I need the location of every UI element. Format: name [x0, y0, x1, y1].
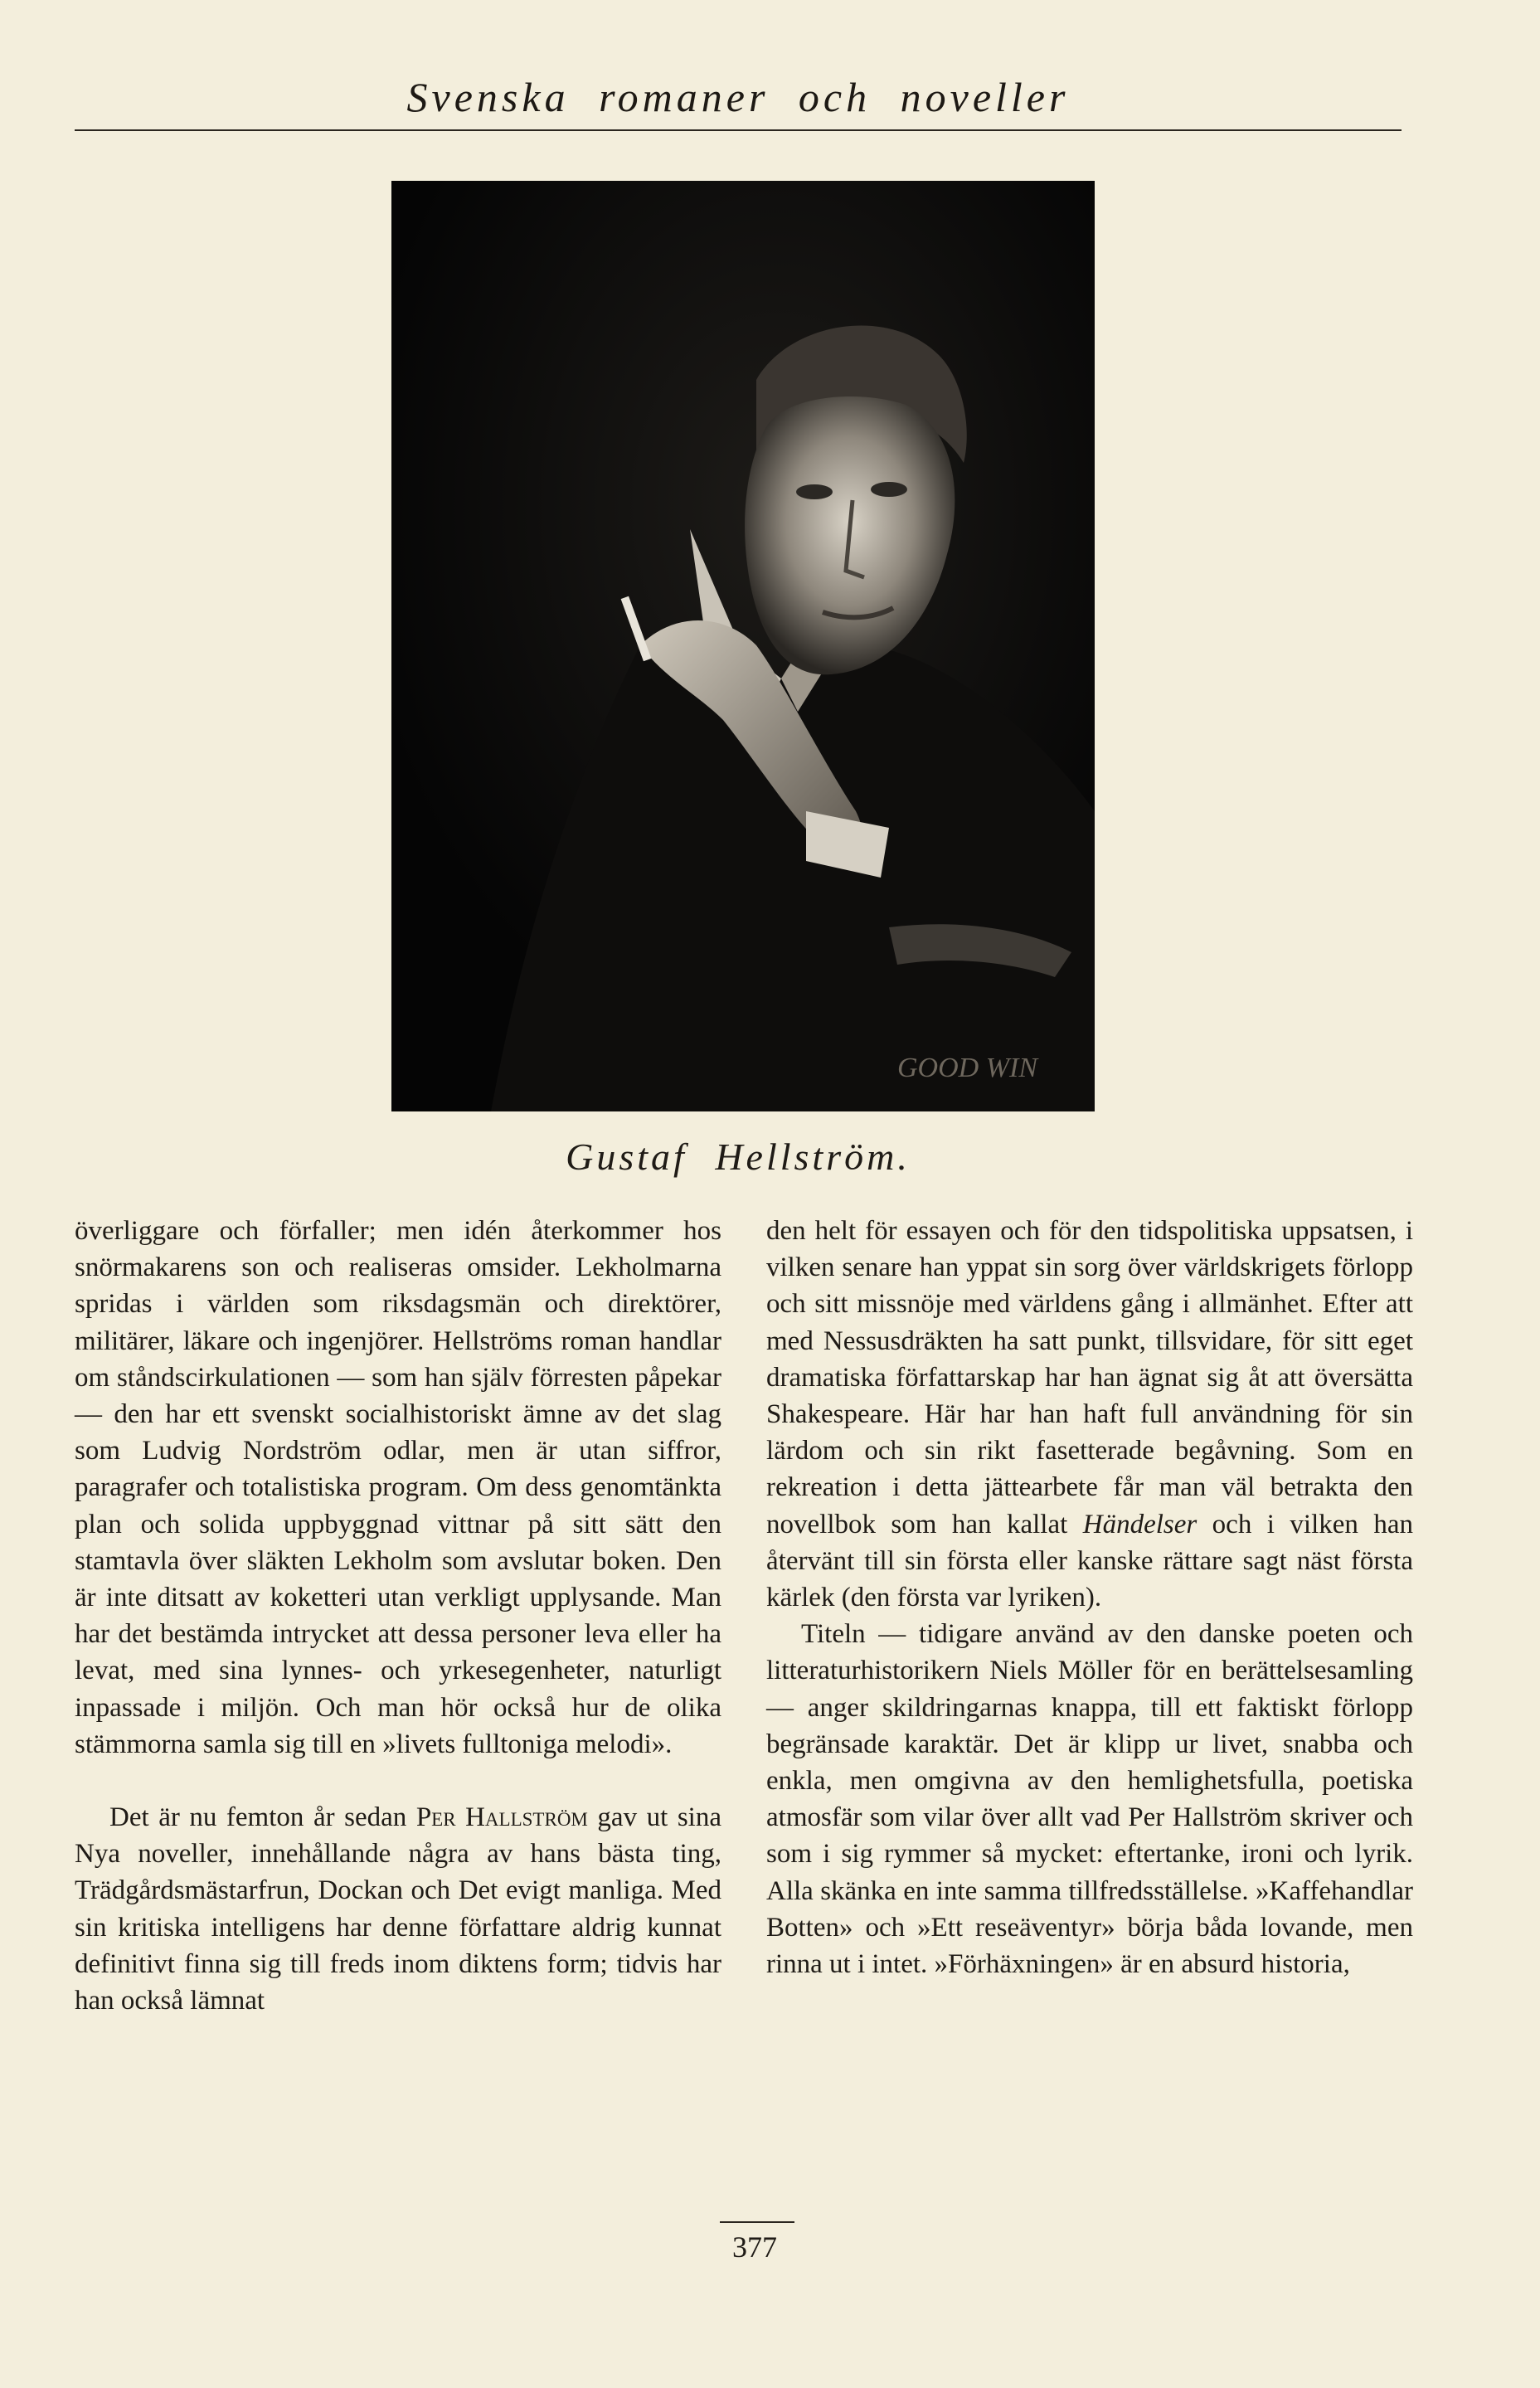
- author-portrait-photo: [391, 181, 1095, 1111]
- right-paragraph-1: [766, 1213, 1413, 1616]
- left-paragraph-2-start: Det är nu femton år sedan: [109, 1802, 416, 1833]
- running-title: Svenska romaner och noveller: [406, 74, 1070, 120]
- page-number-rule: [720, 2221, 794, 2223]
- right-paragraph-2: Titeln — tidigare använd av den danske poeten och litteraturhistorikern Niels Möller för en berättelsesamling — anger skildringarnas knappa, till ett faktiskt förlopp begränsade karaktär. Det är klipp ur livet, snabba och enkla, men omgivna av den hemlighetsfulla, poetiska atmosfär som vilar över allt vad Per Hallström skriver och som i sig rymmer så mycket: eftertanke, ironi och lyrik. Alla skänka en inte samma tillfredsställelse. »Kaffehandlar Botten» och »Ett reseäventyr» börja båda lovande, men rinna ut i intet. »Förhäxningen» är en absurd historia,: [766, 1619, 1413, 1980]
- portrait-caption: Gustaf Hellström.: [566, 1136, 911, 1178]
- left-paragraph-2-rest: gav ut sina Nya noveller, innehållande några av hans bästa ting, Trädgårdsmästarfrun, Dockan och Det evigt manliga. Med sin kritiska intelligens har denne författare aldrig kunnat definitivt finna sig till freds inom diktens form; tidvis har han också lämnat: [75, 1802, 721, 2016]
- svg-text:GOOD WIN: GOOD WIN: [897, 1053, 1038, 1083]
- author-name-per-hallstrom: Per Hallström: [415, 1802, 588, 1833]
- right-text-column: [766, 1213, 1413, 1982]
- left-paragraph-1: överliggare och förfaller; men idén återkommer hos snörmakarens son och realiseras omsider. Lekholmarna spridas i världen som riksdagsmän och direktörer, militärer, läkare och ingenjörer. Hellströms roman handlar om ståndscirkulationen — som han själv förresten påpekar — den har ett svenskt socialhistoriskt ämne av det slag som Ludvig Nordström odlar, men är utan siffror, paragrafer och totalistiska program. Om dess genomtänkta plan och solida uppbyggnad vittnar på sitt sätt den stamtavla över släkten Lekholm som avslutar boken. Den är inte ditsatt av koketteri utan verkligt upplysande. Man har det bestämda intrycket att dessa personer leva eller ha levat, med sina lynnes- och yrkesegenheter, naturligt inpassade i miljön. Och man hör också hur de olika stämmorna samla sig till en »livets fulltoniga melodi».: [75, 1216, 721, 1759]
- book-title-handelser: Händelser: [1082, 1509, 1198, 1539]
- right-paragraph-1-start: den helt för essayen och för den tidspolitiska uppsatsen, i vilken senare han yppat sin sorg över världskrigets förlopp och sitt missnöje med världens gång i allmänhet. Efter att med Nessusdräkten ha satt punkt, tillsvidare, för sitt eget dramatiska författarskap har han ägnat sig åt att översätta Shakespeare. Här har han haft full användning för sin lärdom och sin rikt fasetterade begåvning. Som en rekreation i detta jättearbete får man väl betrakta den novellbok som han kallat: [766, 1216, 1413, 1539]
- page-number: 377: [732, 2230, 777, 2264]
- header-rule: [75, 129, 1402, 131]
- portrait-illustration: [391, 181, 1095, 1111]
- right-paragraph-1-end: och i vilken han återvänt till sin första eller kanske rättare sagt näst första kärlek (den första var lyriken).: [766, 1509, 1413, 1613]
- left-paragraph-2: [75, 1799, 721, 2019]
- left-text-column: [75, 1213, 721, 2019]
